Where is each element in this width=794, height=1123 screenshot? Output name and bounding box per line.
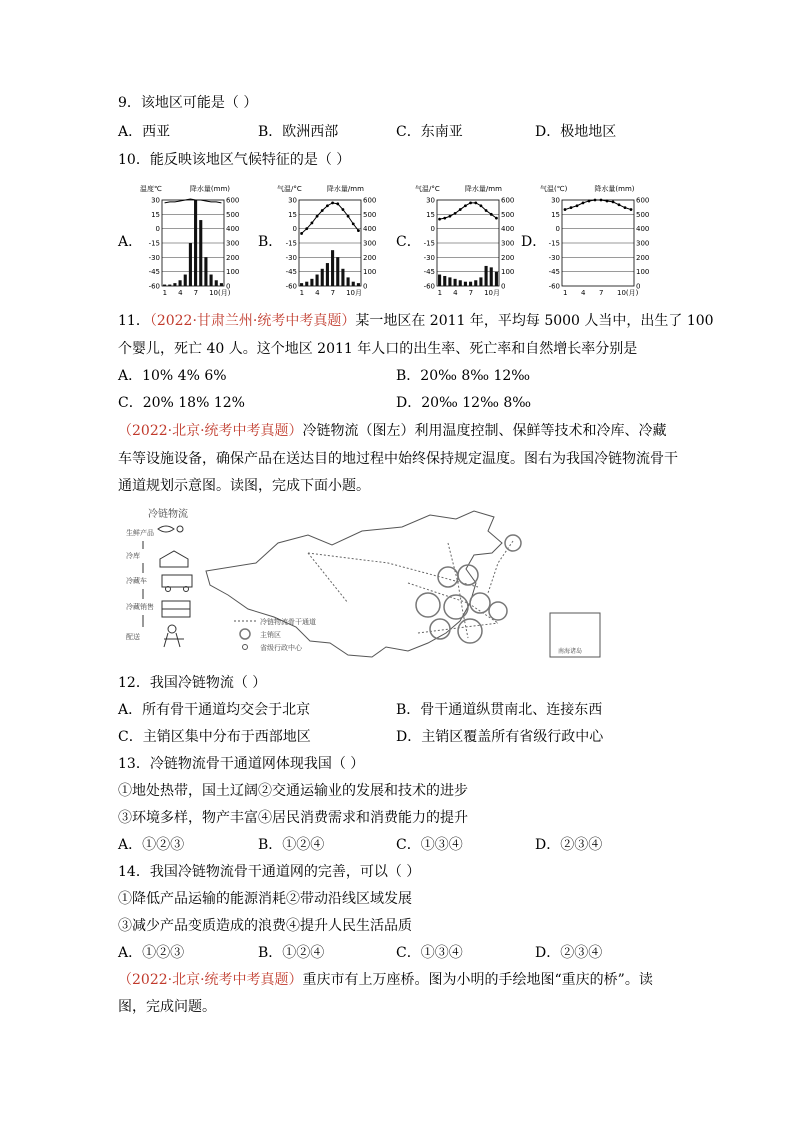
precip-tick-label: 0 [226,282,231,291]
precip-bar [326,263,329,286]
temp-tick-label: 15 [151,210,160,219]
temp-tick-label: 30 [288,196,297,205]
temp-point [490,213,493,216]
temp-point [474,201,477,204]
intro2-line1 [118,422,667,440]
temp-tick-label: 0 [155,225,160,234]
intro3-line1 [118,971,653,989]
intro2-text-b: 车等设施设备，确保产品在送达目的地过程中始终保持规定温度。图右为我国冷链物流骨干 [118,451,678,467]
precip-bar [352,282,355,286]
temp-point [570,206,573,209]
temp-tick-label: -30 [423,253,435,262]
temp-tick-label: -15 [548,239,560,248]
temp-point [485,209,488,212]
precip-tick-label: 0 [363,282,368,291]
precip-axis-label: 降水量(mm) [594,185,635,193]
q14-statement-1: ①降低产品运输的能源消耗②带动沿线区域发展 [118,891,412,907]
precip-bar [321,269,324,286]
legend-route: 冷链物流骨干通道 [260,618,316,626]
temp-point [495,217,498,220]
q11-stem-b: 个婴儿，死亡 40 人。这个地区 2011 年人口的出生率、死亡率和自然增长率分别是 [118,341,638,357]
intro3-text-b: 图，完成问题。 [118,999,216,1015]
trunk-routes [308,541,513,638]
truck-icon [162,575,192,587]
q12-option-b[interactable]: B．骨干通道纵贯南北、连接东西 [396,702,603,718]
month-label: 10月 [484,289,501,297]
precip-tick-label: 100 [363,268,377,277]
precip-bar [448,277,451,286]
temp-tick-label: -60 [548,282,560,291]
temp-tick-label: -15 [148,239,160,248]
q11-option-a[interactable]: A．10% 4% 6% [118,368,227,384]
temp-line [565,200,631,210]
month-label: 1 [162,289,168,297]
climate-chart-a [138,182,250,300]
precip-bar [474,280,477,286]
intro3-text-a: 重庆市有上万座桥。图为小明的手绘地图“重庆的桥”。读 [302,972,653,988]
precip-bar [300,283,303,286]
precip-bar [305,282,308,286]
temp-point [321,209,324,212]
precip-bar [189,243,192,286]
temp-point [449,215,452,218]
q10-stem: 10．能反映该地区气候特征的是（ ） [118,152,351,168]
temp-tick-label: -45 [423,268,435,277]
climate-chart-b [275,182,387,300]
temp-point [347,215,350,218]
q12-option-d[interactable]: D．主销区覆盖所有省级行政中心 [396,729,604,745]
precip-tick-label: 200 [226,253,240,262]
q10-option-d[interactable]: D． [521,234,547,250]
precip-bar [210,275,213,286]
temp-axis-label: 温度℃ [140,185,162,193]
temp-tick-label: -30 [148,253,160,262]
precip-tick-label: 400 [501,225,515,234]
temp-tick-label: -30 [548,253,560,262]
precip-bar [347,277,350,286]
precip-tick-label: 500 [363,210,377,219]
temp-tick-label: -45 [148,268,160,277]
step-fresh-label: 生鲜产品 [126,529,154,537]
precip-tick-label: 400 [363,225,377,234]
month-label: 1 [299,289,305,297]
temp-point [357,229,360,232]
temp-point [443,217,446,220]
precip-bar [443,276,446,286]
month-label: 7 [193,289,199,297]
q14-statement-2: ③减少产品变质造成的浪费④提升人民生活品质 [118,918,412,934]
q14-option-d[interactable]: D．②③④ [535,945,603,961]
temp-point [594,199,597,202]
month-label: 4 [178,289,183,297]
precip-bar [336,257,339,286]
month-label: 1 [563,289,568,297]
q11-option-d[interactable]: D．20‰ 12‰ 8‰ [396,395,532,411]
precip-tick-label: 400 [226,225,240,234]
temp-tick-label: 30 [426,196,435,205]
climate-chart-d [538,182,660,300]
temp-point [624,206,627,209]
temp-tick-label: 15 [551,210,560,219]
q12-stem: 12．我国冷链物流（ ） [118,675,267,691]
temp-tick-label: -45 [285,268,297,277]
q13-stem: 13．冷链物流骨干通道网体现我国（ ） [118,756,365,772]
precip-bar [495,272,498,286]
precip-axis-label: 降水量/mm [326,185,364,193]
step-truck-label: 冷藏车 [126,577,147,585]
temp-point [305,227,308,230]
temp-tick-label: 15 [426,210,435,219]
q14-option-c[interactable]: C．①③④ [396,945,463,961]
precip-tick-label: 600 [363,196,377,205]
precip-tick-label: 100 [226,268,240,277]
temp-point [331,201,334,204]
precip-bar [310,279,313,286]
precip-bar [464,282,467,286]
temp-point [618,203,621,206]
q13-option-b[interactable]: B．①②④ [258,837,325,853]
precip-bar [173,283,176,286]
q14-stem: 14．我国冷链物流骨干通道网的完善，可以（ ） [118,864,421,880]
produce-icon [177,526,183,532]
precip-tick-label: 200 [501,253,515,262]
temp-point [316,215,319,218]
month-label: 10(月) [617,289,639,297]
temp-point [336,202,339,205]
step-storage-label: 冷库 [126,552,140,560]
q11-stem-a: 某一地区在 2011 年，平均每 5000 人当中，出生了 100 [355,313,714,329]
intro2-text-a: 冷链物流（图左）利用温度控制、保鲜等技术和冷库、冷藏 [302,423,667,439]
temp-tick-label: -15 [423,239,435,248]
precip-tick-label: 600 [226,196,240,205]
precip-axis-label: 降水量/mm [464,185,502,193]
step-delivery-label: 配送 [126,633,140,641]
temp-point [459,208,462,211]
month-label: 10月 [346,289,363,297]
legend-sales-swatch [240,629,250,639]
precip-bar [194,200,197,286]
cold-chain-title: 冷链物流 [148,509,188,520]
precip-tick-label: 300 [226,239,240,248]
precip-bar [316,275,319,286]
q9-stem: 9．该地区可能是（ ） [118,95,258,111]
temp-axis-label: 气温/°C [415,185,440,193]
precip-tick-label: 100 [501,268,515,277]
temp-point [311,222,314,225]
temp-point [612,201,615,204]
q11-source: （2022·甘肃兰州·统考中考真题） [149,313,356,329]
temp-point [464,204,467,207]
temp-line [440,203,497,219]
temp-tick-label: 30 [151,196,160,205]
q9-option-d[interactable]: D．极地地区 [535,124,617,140]
q10-option-a[interactable]: A． [118,234,143,250]
q9-option-a[interactable]: A．西亚 [118,124,171,140]
q10-option-c[interactable]: C． [396,234,421,250]
precip-bar [199,220,202,286]
temp-point [630,208,633,211]
precip-tick-label: 200 [636,253,650,262]
temp-axis-label: 气温(℃) [540,185,568,193]
q12-option-a[interactable]: A．所有骨干通道均交会于北京 [118,702,311,718]
precip-tick-label: 200 [363,253,377,262]
precip-bar [184,275,187,286]
sales-areas [416,535,521,643]
step-retail-label: 冷藏销售 [126,603,154,611]
precip-bar [454,279,457,286]
q13-option-a[interactable]: A．①②③ [118,837,185,853]
temp-axis-label: 气温/°C [277,185,302,193]
month-label: 10(月) [209,289,231,297]
precip-tick-label: 400 [636,225,650,234]
month-label: 4 [581,289,586,297]
precip-tick-label: 600 [501,196,515,205]
temp-tick-label: -45 [548,268,560,277]
q11-stem-line1: 11．（2022·甘肃兰州·统考中考真题）某一地区在 2011 年，平均每 5000 人当中，出生了 100 [118,313,714,329]
temp-point [564,208,567,211]
fish-icon [158,526,174,532]
month-label: 4 [315,289,320,297]
month-label: 7 [330,289,336,297]
month-label: 7 [599,289,604,297]
precip-bar [331,250,334,286]
q13-option-d[interactable]: D．②③④ [535,837,603,853]
precip-tick-label: 500 [636,210,650,219]
precip-bar [179,280,182,286]
temp-point [342,208,345,211]
cold-chain-figure [118,503,608,665]
precip-tick-label: 300 [501,239,515,248]
precip-bar [485,266,488,286]
temp-tick-label: 0 [555,225,560,234]
precip-tick-label: 0 [636,282,641,291]
intro2-text-c: 通道规划示意图。读图，完成下面小题。 [118,478,370,494]
temp-point [600,199,603,202]
temp-point [326,204,329,207]
temp-tick-label: -15 [285,239,297,248]
precip-tick-label: 0 [501,282,506,291]
precip-tick-label: 500 [501,210,515,219]
month-label: 1 [437,289,443,297]
temp-tick-label: -60 [285,282,297,291]
q14-option-a[interactable]: A．①②③ [118,945,185,961]
legend-sales: 主销区 [260,631,281,639]
precip-bar [215,280,218,286]
q11-option-b[interactable]: B．20‰ 8‰ 12‰ [396,368,531,384]
precip-bar [204,257,207,286]
q11-option-c[interactable]: C．20% 18% 12% [118,395,245,411]
q9-option-c[interactable]: C．东南亚 [396,124,463,140]
temp-point [576,204,579,207]
precip-bar [469,282,472,286]
temp-point [606,200,609,203]
precip-bar [220,283,223,286]
precip-axis-label: 降水量(mm) [189,185,231,193]
temp-point [480,204,483,207]
precip-bar [168,285,171,286]
precip-bar [341,269,344,286]
temp-tick-label: 15 [288,210,297,219]
climate-chart-c [413,182,525,300]
inset-label: 南海诸岛 [558,648,583,655]
temp-point [588,200,591,203]
q9-option-b[interactable]: B．欧洲西部 [258,124,339,140]
month-label: 4 [453,289,458,297]
temp-point [438,218,441,221]
precip-bar [459,280,462,286]
precip-bar [163,285,166,286]
q14-option-b[interactable]: B．①②④ [258,945,325,961]
precip-tick-label: 100 [636,268,650,277]
temp-point [582,201,585,204]
temp-tick-label: 0 [430,225,435,234]
q10-option-b[interactable]: B． [258,234,283,250]
month-label: 7 [468,289,474,297]
precip-tick-label: 500 [226,210,240,219]
q13-statement-2: ③环境多样，物产丰富④居民消费需求和消费能力的提升 [118,810,468,826]
precip-bar [357,283,360,286]
temp-point [352,222,355,225]
q13-statement-1: ①地处热带，国土辽阔②交通运输业的发展和技术的进步 [118,783,468,799]
temp-point [454,212,457,215]
warehouse-icon [160,551,188,567]
temp-tick-label: 30 [551,196,560,205]
intro2-source: （2022·北京·统考中考真题） [118,423,303,439]
temp-point [469,201,472,204]
temp-tick-label: -30 [285,253,297,262]
q13-option-c[interactable]: C．①③④ [396,837,463,853]
temp-tick-label: 0 [292,225,297,234]
temp-tick-label: -60 [423,282,435,291]
temp-tick-label: -60 [148,282,160,291]
precip-bar [479,277,482,286]
temp-point [300,232,303,235]
precip-tick-label: 300 [636,239,650,248]
precip-tick-label: 300 [363,239,377,248]
precip-bar [490,267,493,286]
precip-bar [438,275,441,286]
courier-icon [168,625,176,633]
q12-option-c[interactable]: C．主销区集中分布于西部地区 [118,729,311,745]
legend-capital: 省级行政中心 [260,644,302,652]
legend-capital-swatch [243,645,248,650]
intro3-source: （2022·北京·统考中考真题） [118,972,303,988]
precip-tick-label: 600 [636,196,650,205]
